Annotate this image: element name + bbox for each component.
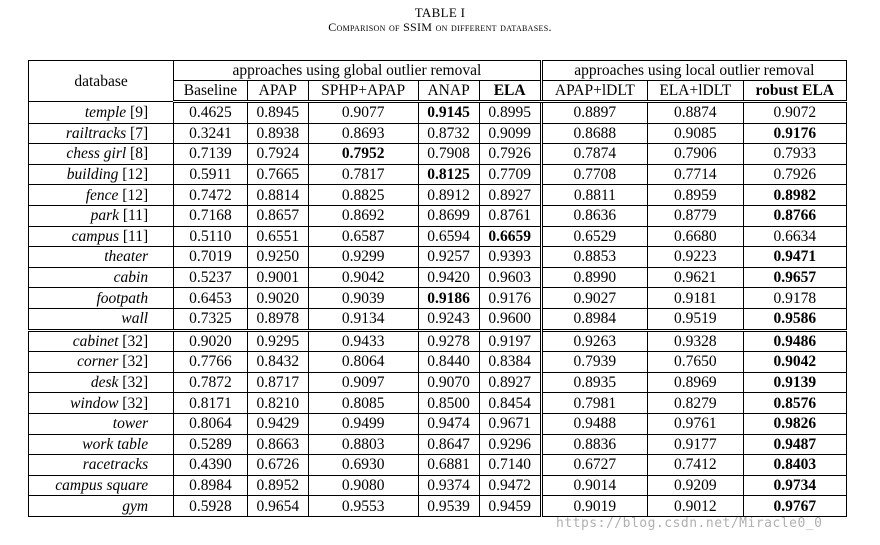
- database-reference: [32]: [122, 374, 149, 392]
- ssim-value-cell: 0.8210: [247, 393, 308, 414]
- table-row: [29, 352, 847, 373]
- ssim-value-cell: 0.9420: [418, 267, 479, 288]
- ssim-value-cell: 0.9097: [308, 372, 418, 393]
- ssim-value-cell: 0.8825: [308, 185, 418, 206]
- database-name-cell: [29, 413, 174, 434]
- ssim-value-cell: 0.9654: [247, 496, 308, 517]
- ssim-value-cell: 0.7709: [479, 164, 541, 185]
- ssim-value-cell: 0.9145: [418, 102, 479, 124]
- ssim-value-cell: 0.9197: [479, 330, 541, 352]
- ssim-value-cell: 0.5289: [174, 434, 248, 455]
- ssim-value-cell: 0.9459: [479, 496, 541, 517]
- ssim-value-cell: 0.9474: [418, 413, 479, 434]
- table-row: [29, 205, 847, 226]
- database-name-cell: [29, 352, 174, 373]
- table-row: [29, 267, 847, 288]
- database-name-cell: [29, 144, 174, 165]
- ssim-value-cell: 0.7872: [174, 372, 248, 393]
- ssim-value-cell: 0.8959: [648, 185, 744, 206]
- ssim-comparison-table: [28, 60, 847, 517]
- table-body: [29, 102, 847, 517]
- ssim-value-cell: 0.9734: [743, 475, 846, 496]
- ssim-value-cell: 0.9519: [648, 308, 744, 330]
- database-name-cell: [29, 205, 174, 226]
- ssim-value-cell: 0.7019: [174, 247, 248, 268]
- database-name-cell: [29, 164, 174, 185]
- ssim-value-cell: 0.5110: [174, 226, 248, 247]
- ssim-value-cell: 0.8663: [247, 434, 308, 455]
- database-name: gym: [122, 497, 149, 515]
- ssim-value-cell: 0.8692: [308, 205, 418, 226]
- database-reference: [8]: [130, 145, 149, 163]
- ssim-value-cell: 0.7714: [648, 164, 744, 185]
- database-name-cell: [29, 267, 174, 288]
- ssim-value-cell: 0.8279: [648, 393, 744, 414]
- local-outlier-group-header: approaches using local outlier removal: [541, 61, 846, 81]
- ssim-value-cell: 0.8935: [541, 372, 647, 393]
- ssim-value-cell: 0.9250: [247, 247, 308, 268]
- database-name-cell: [29, 393, 174, 414]
- ssim-value-cell: 0.9176: [743, 123, 846, 144]
- ssim-value-cell: 0.7908: [418, 144, 479, 165]
- ssim-value-cell: 0.9080: [308, 475, 418, 496]
- database-name: theater: [104, 248, 149, 266]
- column-header: Baseline: [174, 81, 248, 102]
- ssim-value-cell: 0.8836: [541, 434, 647, 455]
- ssim-value-cell: 0.9039: [308, 288, 418, 309]
- table-row: [29, 496, 847, 517]
- database-name: fence: [85, 186, 119, 204]
- database-reference: [32]: [122, 332, 149, 350]
- database-name-cell: [29, 372, 174, 393]
- ssim-value-cell: 0.8978: [247, 308, 308, 330]
- table-row: [29, 413, 847, 434]
- database-name: wall: [121, 310, 149, 328]
- ssim-value-cell: 0.7325: [174, 308, 248, 330]
- ssim-value-cell: 0.9070: [418, 372, 479, 393]
- ssim-value-cell: 0.9657: [743, 267, 846, 288]
- database-name-cell: [29, 185, 174, 206]
- ssim-value-cell: 0.8912: [418, 185, 479, 206]
- database-name: park: [90, 207, 119, 225]
- ssim-value-cell: 0.9027: [541, 288, 647, 309]
- database-name: footpath: [96, 289, 149, 307]
- ssim-value-cell: 0.9671: [479, 413, 541, 434]
- ssim-value-cell: 0.9223: [648, 247, 744, 268]
- ssim-value-cell: 0.7924: [247, 144, 308, 165]
- ssim-value-cell: 0.6659: [479, 226, 541, 247]
- ssim-value-cell: 0.9178: [743, 288, 846, 309]
- ssim-value-cell: 0.7906: [648, 144, 744, 165]
- database-name: campus square: [55, 476, 149, 494]
- ssim-value-cell: 0.6587: [308, 226, 418, 247]
- ssim-value-cell: 0.9012: [648, 496, 744, 517]
- ssim-value-cell: 0.9600: [479, 308, 541, 330]
- database-name: work table: [82, 435, 149, 453]
- ssim-value-cell: 0.8657: [247, 205, 308, 226]
- ssim-value-cell: 0.7665: [247, 164, 308, 185]
- ssim-value-cell: 0.9042: [743, 352, 846, 373]
- ssim-value-cell: 0.4625: [174, 102, 248, 124]
- ssim-value-cell: 0.9553: [308, 496, 418, 517]
- ssim-value-cell: 0.9139: [743, 372, 846, 393]
- ssim-value-cell: 0.9134: [308, 308, 418, 330]
- database-name-cell: [29, 226, 174, 247]
- table-number: TABLE I: [414, 5, 466, 20]
- global-outlier-group-header: approaches using global outlier removal: [174, 61, 542, 81]
- ssim-value-cell: 0.9019: [541, 496, 647, 517]
- ssim-value-cell: 0.6453: [174, 288, 248, 309]
- watermark-url: https://blog.csdn.net/Miracle0_0: [556, 516, 823, 531]
- column-header: robust ELA: [743, 81, 846, 102]
- ssim-value-cell: 0.9176: [479, 288, 541, 309]
- ssim-value-cell: 0.8693: [308, 123, 418, 144]
- column-header: SPHP+APAP: [308, 81, 418, 102]
- ssim-value-cell: 0.8766: [743, 205, 846, 226]
- table-row: [29, 185, 847, 206]
- table-row: [29, 455, 847, 476]
- ssim-value-cell: 0.9020: [247, 288, 308, 309]
- ssim-value-cell: 0.8803: [308, 434, 418, 455]
- ssim-value-cell: 0.9487: [743, 434, 846, 455]
- ssim-value-cell: 0.8814: [247, 185, 308, 206]
- ssim-value-cell: 0.9374: [418, 475, 479, 496]
- ssim-value-cell: 0.8699: [418, 205, 479, 226]
- ssim-value-cell: 0.8811: [541, 185, 647, 206]
- ssim-value-cell: 0.7139: [174, 144, 248, 165]
- ssim-value-cell: 0.5911: [174, 164, 248, 185]
- ssim-value-cell: 0.9085: [648, 123, 744, 144]
- database-name-cell: [29, 102, 174, 124]
- database-name-cell: [29, 288, 174, 309]
- ssim-value-cell: 0.9621: [648, 267, 744, 288]
- table-row: [29, 288, 847, 309]
- ssim-value-cell: 0.9826: [743, 413, 846, 434]
- table-row: [29, 144, 847, 165]
- ssim-value-cell: 0.8927: [479, 185, 541, 206]
- ssim-value-cell: 0.8761: [479, 205, 541, 226]
- ssim-value-cell: 0.8995: [479, 102, 541, 124]
- column-header: ANAP: [418, 81, 479, 102]
- ssim-value-cell: 0.3241: [174, 123, 248, 144]
- database-name-cell: [29, 496, 174, 517]
- table-row: [29, 226, 847, 247]
- database-name-cell: [29, 123, 174, 144]
- database-reference: [32]: [122, 394, 149, 412]
- ssim-value-cell: 0.9077: [308, 102, 418, 124]
- ssim-value-cell: 0.4390: [174, 455, 248, 476]
- database-name-cell: [29, 455, 174, 476]
- ssim-value-cell: 0.6680: [648, 226, 744, 247]
- column-header: APAP: [247, 81, 308, 102]
- ssim-value-cell: 0.9042: [308, 267, 418, 288]
- ssim-value-cell: 0.8984: [541, 308, 647, 330]
- table-caption: Comparison of SSIM on different databases.: [328, 20, 552, 34]
- ssim-value-cell: 0.8874: [648, 102, 744, 124]
- table-row: [29, 475, 847, 496]
- table-row: [29, 434, 847, 455]
- database-name: window: [70, 394, 119, 412]
- ssim-value-cell: 0.6930: [308, 455, 418, 476]
- ssim-value-cell: 0.8969: [648, 372, 744, 393]
- table-row: [29, 102, 847, 124]
- database-name: desk: [90, 374, 119, 392]
- database-name: corner: [77, 353, 119, 371]
- ssim-value-cell: 0.7168: [174, 205, 248, 226]
- ssim-value-cell: 0.8990: [541, 267, 647, 288]
- ssim-value-cell: 0.6881: [418, 455, 479, 476]
- ssim-value-cell: 0.8403: [743, 455, 846, 476]
- ssim-value-cell: 0.9014: [541, 475, 647, 496]
- database-name: building: [66, 166, 119, 184]
- ssim-value-cell: 0.9429: [247, 413, 308, 434]
- database-name: railtracks: [65, 124, 127, 142]
- table-row: [29, 372, 847, 393]
- ssim-value-cell: 0.7952: [308, 144, 418, 165]
- database-reference: [11]: [122, 207, 149, 225]
- ssim-value-cell: 0.8125: [418, 164, 479, 185]
- ssim-value-cell: 0.9603: [479, 267, 541, 288]
- ssim-value-cell: 0.7817: [308, 164, 418, 185]
- ssim-value-cell: 0.7933: [743, 144, 846, 165]
- database-name: cabinet: [72, 332, 119, 350]
- database-name: temple: [84, 103, 127, 121]
- table-row: [29, 164, 847, 185]
- ssim-value-cell: 0.9328: [648, 330, 744, 352]
- ssim-value-cell: 0.8688: [541, 123, 647, 144]
- ssim-value-cell: 0.7981: [541, 393, 647, 414]
- ssim-value-cell: 0.8853: [541, 247, 647, 268]
- table-row: [29, 247, 847, 268]
- ssim-value-cell: 0.8897: [541, 102, 647, 124]
- database-header: database: [29, 61, 174, 102]
- ssim-value-cell: 0.9761: [648, 413, 744, 434]
- database-name-cell: [29, 330, 174, 352]
- ssim-value-cell: 0.8927: [479, 372, 541, 393]
- database-name-cell: [29, 434, 174, 455]
- ssim-value-cell: 0.9020: [174, 330, 248, 352]
- ssim-value-cell: 0.9209: [648, 475, 744, 496]
- database-name: campus: [71, 227, 119, 245]
- ssim-value-cell: 0.7926: [479, 144, 541, 165]
- ssim-value-cell: 0.9099: [479, 123, 541, 144]
- ssim-value-cell: 0.7766: [174, 352, 248, 373]
- ssim-value-cell: 0.6594: [418, 226, 479, 247]
- ssim-value-cell: 0.8732: [418, 123, 479, 144]
- ssim-value-cell: 0.9263: [541, 330, 647, 352]
- ssim-value-cell: 0.8432: [247, 352, 308, 373]
- ssim-value-cell: 0.9767: [743, 496, 846, 517]
- table-row: [29, 308, 847, 330]
- ssim-value-cell: 0.9499: [308, 413, 418, 434]
- table-row: [29, 330, 847, 352]
- ssim-value-cell: 0.6634: [743, 226, 846, 247]
- ssim-value-cell: 0.9257: [418, 247, 479, 268]
- database-name: racetracks: [82, 456, 149, 474]
- ssim-value-cell: 0.8085: [308, 393, 418, 414]
- ssim-value-cell: 0.6529: [541, 226, 647, 247]
- database-reference: [7]: [130, 124, 149, 142]
- ssim-value-cell: 0.8647: [418, 434, 479, 455]
- ssim-value-cell: 0.7926: [743, 164, 846, 185]
- ssim-value-cell: 0.7412: [648, 455, 744, 476]
- ssim-value-cell: 0.9278: [418, 330, 479, 352]
- ssim-value-cell: 0.9433: [308, 330, 418, 352]
- ssim-value-cell: 0.9586: [743, 308, 846, 330]
- database-reference: [32]: [122, 353, 149, 371]
- ssim-value-cell: 0.5237: [174, 267, 248, 288]
- ssim-value-cell: 0.7708: [541, 164, 647, 185]
- table-row: [29, 393, 847, 414]
- ssim-value-cell: 0.8984: [174, 475, 248, 496]
- ssim-value-cell: 0.8500: [418, 393, 479, 414]
- database-name: tower: [112, 415, 149, 433]
- ssim-value-cell: 0.9539: [418, 496, 479, 517]
- ssim-value-cell: 0.8636: [541, 205, 647, 226]
- ssim-value-cell: 0.9177: [648, 434, 744, 455]
- ssim-value-cell: 0.8952: [247, 475, 308, 496]
- ssim-value-cell: 0.6726: [247, 455, 308, 476]
- ssim-value-cell: 0.6727: [541, 455, 647, 476]
- database-name-cell: [29, 308, 174, 330]
- ssim-value-cell: 0.8576: [743, 393, 846, 414]
- table-row: [29, 123, 847, 144]
- database-name-cell: [29, 475, 174, 496]
- column-header: ELA: [479, 81, 541, 102]
- ssim-value-cell: 0.7140: [479, 455, 541, 476]
- database-name: cabin: [113, 269, 149, 287]
- ssim-value-cell: 0.9296: [479, 434, 541, 455]
- database-reference: [9]: [130, 103, 149, 121]
- ssim-value-cell: 0.9181: [648, 288, 744, 309]
- ssim-value-cell: 0.8064: [174, 413, 248, 434]
- ssim-value-cell: 0.9243: [418, 308, 479, 330]
- ssim-value-cell: 0.8779: [648, 205, 744, 226]
- database-name: chess girl: [66, 145, 127, 163]
- ssim-value-cell: 0.9299: [308, 247, 418, 268]
- ssim-value-cell: 0.7650: [648, 352, 744, 373]
- ssim-value-cell: 0.7939: [541, 352, 647, 373]
- ssim-value-cell: 0.8717: [247, 372, 308, 393]
- ssim-value-cell: 0.8440: [418, 352, 479, 373]
- ssim-value-cell: 0.7874: [541, 144, 647, 165]
- ssim-value-cell: 0.8384: [479, 352, 541, 373]
- ssim-value-cell: 0.9486: [743, 330, 846, 352]
- ssim-value-cell: 0.9295: [247, 330, 308, 352]
- database-reference: [12]: [122, 186, 149, 204]
- column-header: APAP+lDLT: [541, 81, 647, 102]
- ssim-value-cell: 0.8945: [247, 102, 308, 124]
- ssim-value-cell: 0.9471: [743, 247, 846, 268]
- ssim-value-cell: 0.9001: [247, 267, 308, 288]
- database-reference: [11]: [122, 227, 149, 245]
- ssim-value-cell: 0.9393: [479, 247, 541, 268]
- column-header: ELA+lDLT: [648, 81, 744, 102]
- ssim-value-cell: 0.8064: [308, 352, 418, 373]
- ssim-value-cell: 0.6551: [247, 226, 308, 247]
- ssim-value-cell: 0.9072: [743, 102, 846, 124]
- ssim-value-cell: 0.8171: [174, 393, 248, 414]
- database-name-cell: [29, 247, 174, 268]
- ssim-value-cell: 0.9186: [418, 288, 479, 309]
- ssim-value-cell: 0.9472: [479, 475, 541, 496]
- ssim-value-cell: 0.5928: [174, 496, 248, 517]
- ssim-value-cell: 0.9488: [541, 413, 647, 434]
- ssim-value-cell: 0.8454: [479, 393, 541, 414]
- ssim-value-cell: 0.7472: [174, 185, 248, 206]
- ssim-value-cell: 0.8938: [247, 123, 308, 144]
- ssim-value-cell: 0.8982: [743, 185, 846, 206]
- database-reference: [12]: [122, 166, 149, 184]
